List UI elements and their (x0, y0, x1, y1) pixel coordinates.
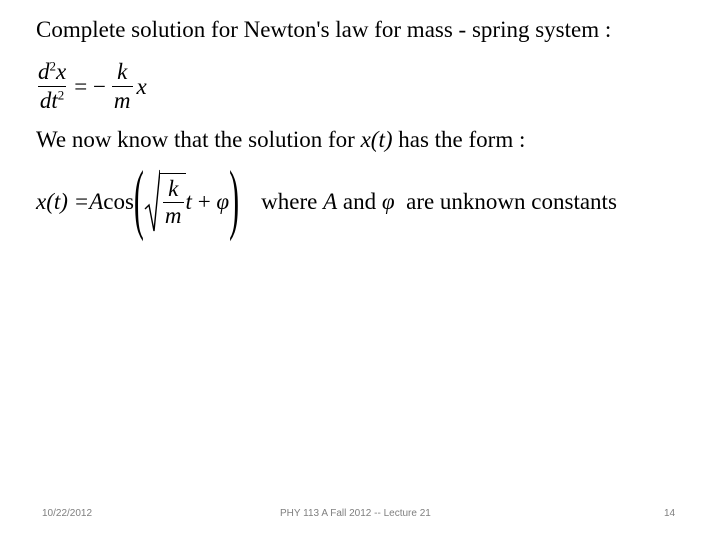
k-symbol: k (117, 59, 128, 84)
amplitude-symbol: A (323, 188, 338, 214)
and-text: and (337, 188, 382, 214)
t-symbol: t (185, 188, 192, 214)
where-text: where (261, 188, 324, 214)
amplitude-symbol: A (89, 188, 104, 214)
constants-text: are unknown constants (394, 188, 617, 214)
k-over-m-fraction (163, 176, 184, 229)
exponent: 2 (57, 87, 65, 103)
x-symbol: x (56, 59, 67, 84)
footer-date: 10/22/2012 (42, 508, 93, 519)
second-derivative-fraction (36, 58, 68, 115)
dt-symbol: dt (39, 88, 58, 113)
k-over-m-fraction (112, 58, 133, 115)
right-paren: ) (229, 156, 240, 243)
d-symbol: d (38, 59, 50, 84)
plus-sign: + (191, 188, 217, 214)
phase-symbol: φ (216, 188, 230, 214)
square-root (144, 169, 186, 233)
footer-course: PHY 113 A Fall 2012 -- Lecture 21 (280, 508, 431, 519)
statement-text: We now know that the solution for (36, 127, 361, 152)
radical-sign-icon (144, 169, 160, 233)
equals-minus: = − (74, 74, 106, 99)
left-paren: ( (133, 156, 144, 243)
footer-page-number: 14 (664, 508, 676, 519)
solution-statement (36, 128, 525, 151)
function-symbol: x(t) (360, 127, 393, 152)
lhs-expression: x(t) = (36, 188, 90, 214)
cos-function: cos (103, 188, 134, 214)
general-solution-equation (36, 156, 617, 243)
x-symbol: x (136, 74, 147, 99)
k-symbol: k (168, 176, 179, 201)
m-symbol: m (113, 88, 131, 113)
m-symbol: m (164, 203, 182, 228)
phase-symbol: φ (381, 188, 395, 214)
slide-heading: Complete solution for Newton's law for mass - spring system : (36, 17, 612, 42)
exponent: 2 (49, 58, 56, 74)
statement-text: has the form : (392, 127, 526, 152)
differential-equation (36, 58, 147, 115)
